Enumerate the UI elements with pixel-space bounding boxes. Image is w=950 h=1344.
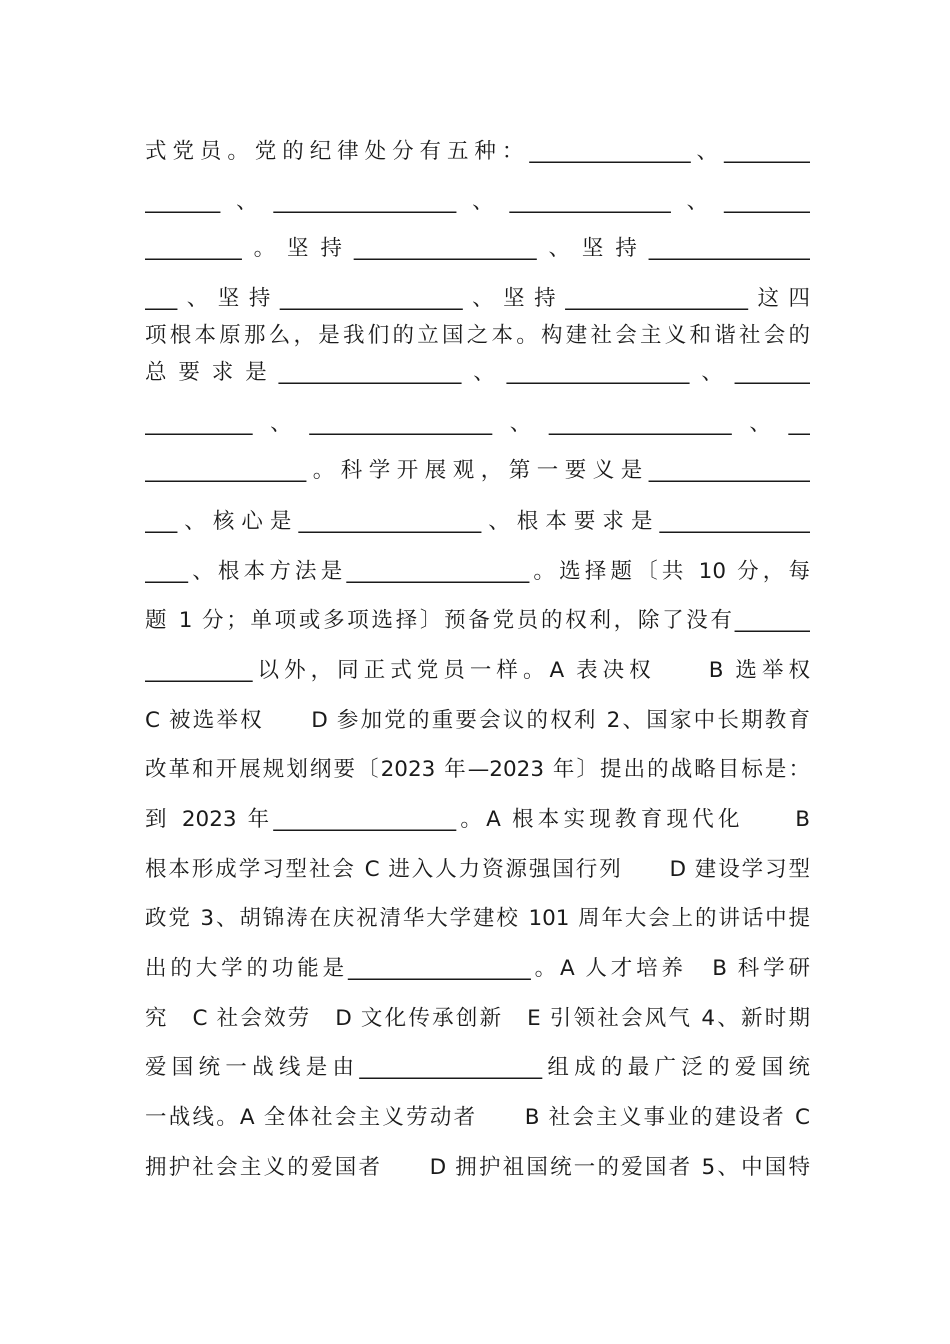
text-line-12: __________以外，同正式党员一样。A 表决权 B 选举权 <box>145 658 810 683</box>
text-line-3: _________。坚持_________________、坚持_______________ <box>145 236 810 261</box>
text-line-14: 改革和开展规划纲要〔2023 年—2023 年〕提出的战略目标是： <box>145 757 810 782</box>
text-line-4: ___、坚持_________________、坚持_________________这四 <box>145 286 810 311</box>
text-line-1: 式党员。党的纪律处分有五种：_______________、________ <box>145 139 810 164</box>
text-line-22: 拥护社会主义的爱国者 D 拥护祖国统一的爱国者 5、中国特 <box>145 1155 810 1180</box>
text-line-21: 一战线。A 全体社会主义劳动者 B 社会主义事业的建设者 C <box>145 1105 810 1130</box>
text-line-9: ___、核心是_________________、根本要求是______________ <box>145 509 810 534</box>
text-line-5: 项根本原那么，是我们的立国之本。构建社会主义和谐社会的 <box>145 323 810 348</box>
text-line-15: 到 2023 年_________________。A 根本实现教育现代化 B <box>145 807 810 832</box>
text-line-16: 根本形成学习型社会 C 进入人力资源强国行列 D 建设学习型 <box>145 857 810 882</box>
text-line-18: 出的大学的功能是_________________。A 人才培养 B 科学研 <box>145 956 810 981</box>
text-line-8: _______________。科学开展观，第一要义是_______________ <box>145 458 810 483</box>
text-line-2: _______、_________________、_______________、________ <box>145 189 810 214</box>
text-line-11: 题 1 分；单项或多项选择〕预备党员的权利，除了没有_______ <box>145 608 810 633</box>
text-line-7: __________、_________________、_________________、__ <box>145 411 810 436</box>
text-line-17: 政党 3、胡锦涛在庆祝清华大学建校 101 周年大会上的讲话中提 <box>145 906 810 931</box>
text-line-13: C 被选举权 D 参加党的重要会议的权利 2、国家中长期教育 <box>145 708 810 733</box>
text-line-20: 爱国统一战线是由_________________组成的最广泛的爱国统 <box>145 1055 810 1080</box>
text-line-6: 总要求是_________________、_________________、_______ <box>145 360 810 385</box>
text-line-10: ____、根本方法是_________________。选择题〔共 10 分，每 <box>145 559 810 584</box>
text-line-19: 究 C 社会效劳 D 文化传承创新 E 引领社会风气 4、新时期 <box>145 1006 810 1031</box>
